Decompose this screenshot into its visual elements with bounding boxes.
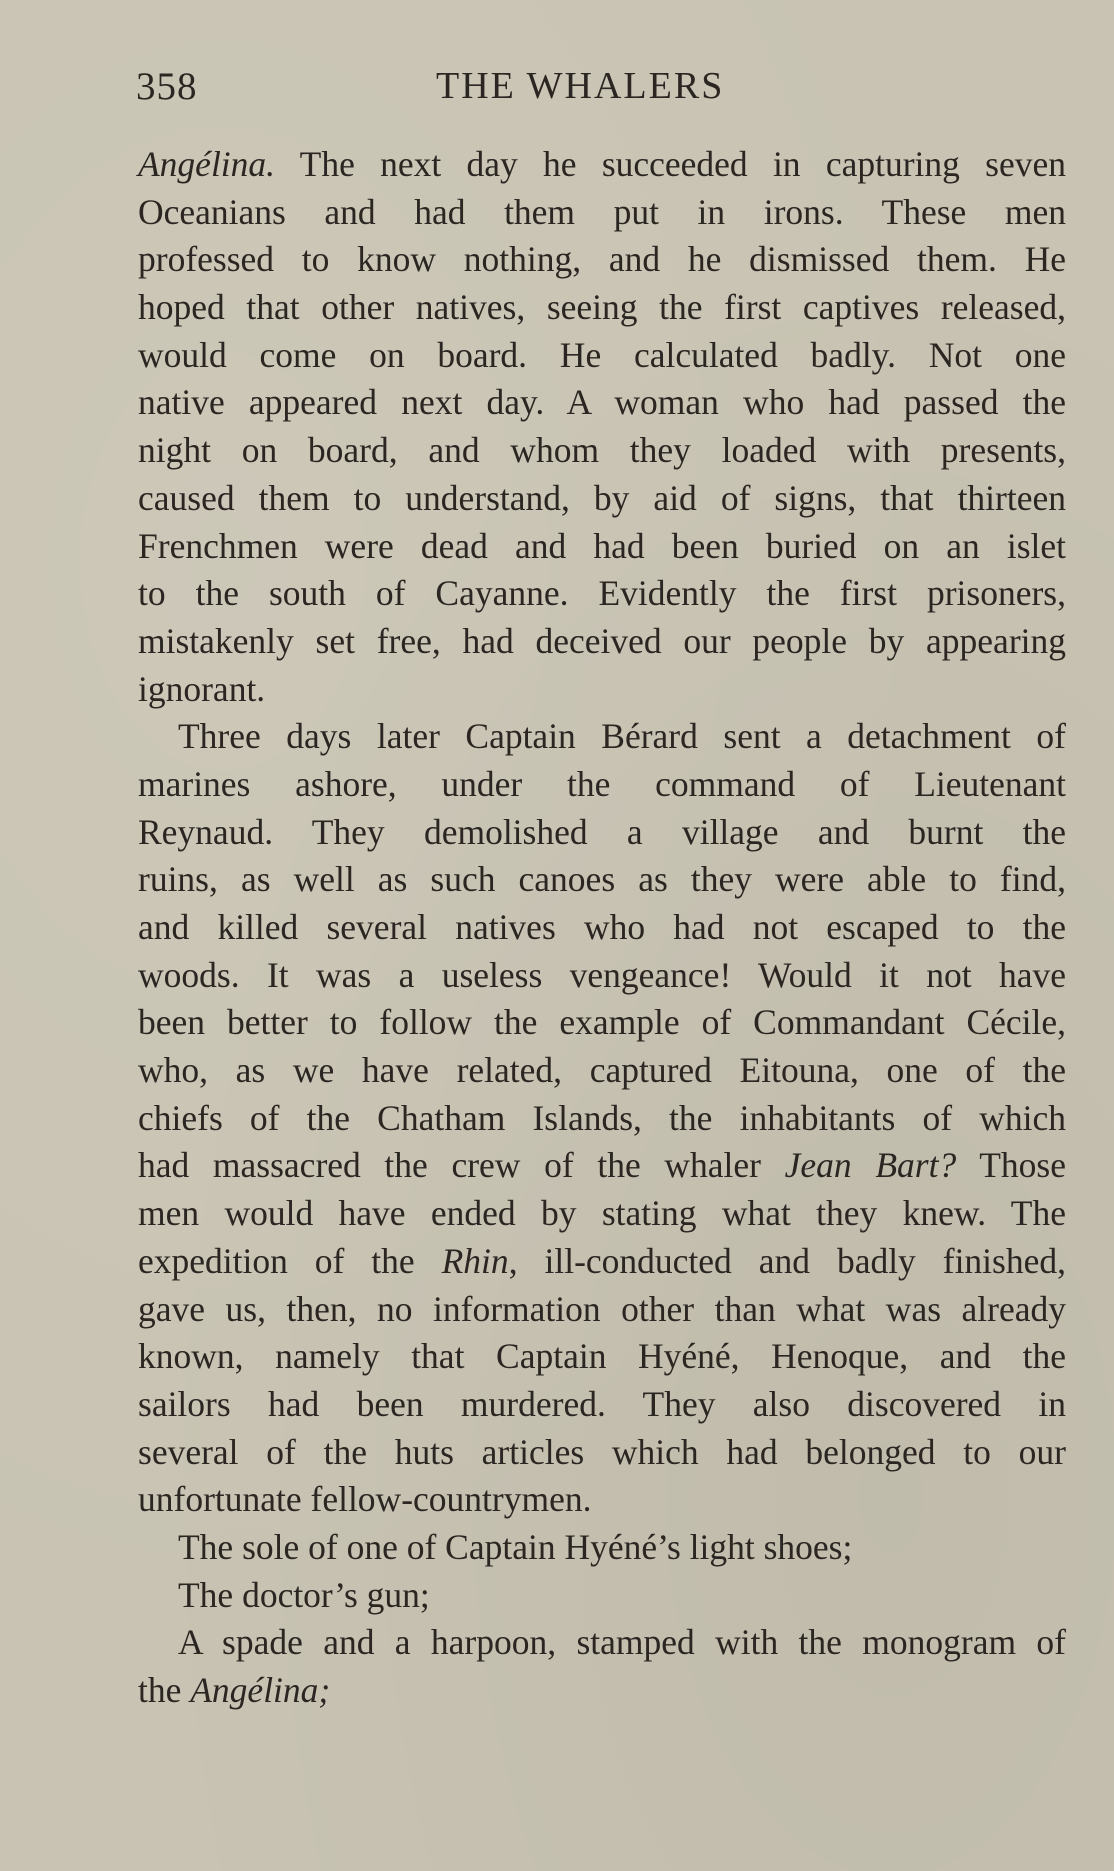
text-segment: unfortunate fellow-countrymen.	[138, 1479, 592, 1520]
text-segment: Reynaud. They demolished a village and burnt the	[138, 811, 1066, 852]
text-line	[138, 141, 1066, 189]
text-line	[138, 1572, 1066, 1620]
text-line	[138, 999, 1066, 1047]
text-segment: caused them to understand, by aid of signs, that thirteen	[138, 477, 1066, 518]
running-head: THE WHALERS	[436, 65, 725, 107]
text-line	[138, 1190, 1066, 1238]
text-line	[138, 427, 1066, 475]
text-segment: Three days later Captain Bérard sent a detachment of	[178, 716, 1066, 757]
text-line	[138, 952, 1066, 1000]
text-line	[138, 1333, 1066, 1381]
text-line	[138, 475, 1066, 523]
text-line	[138, 284, 1066, 332]
text-segment: , ill-conducted and badly finished,	[508, 1240, 1066, 1281]
text-line	[138, 1047, 1066, 1095]
text-segment: woods. It was a useless vengeance! Would it not have	[138, 954, 1066, 995]
text-segment: native appeared next day. A woman who had passed the	[138, 382, 1066, 423]
text-segment: mistakenly set free, had deceived our people by appearing	[138, 620, 1066, 661]
text-line	[138, 1429, 1066, 1477]
italic-text: Angélina;	[190, 1670, 331, 1710]
text-segment: The next day he succeeded in capturing seven	[275, 144, 1066, 184]
text-line	[138, 379, 1066, 427]
page-number: 358	[136, 65, 198, 108]
italic-text: Rhin	[441, 1240, 509, 1281]
text-segment: marines ashore, under the command of Lieutenant	[138, 763, 1066, 804]
text-segment: who, as we have related, captured Eitouna, one of the	[138, 1050, 1066, 1091]
text-segment: The doctor’s gun;	[178, 1574, 430, 1615]
text-segment: several of the huts articles which had belonged to our	[138, 1431, 1066, 1472]
text-line	[138, 856, 1066, 904]
text-segment: night on board, and whom they loaded with presents,	[138, 430, 1066, 471]
text-line	[138, 1524, 1066, 1572]
text-line	[138, 904, 1066, 952]
text-line	[138, 570, 1066, 618]
text-line	[138, 1286, 1066, 1334]
text-line	[138, 618, 1066, 666]
text-segment: known, namely that Captain Hyéné, Henoque, and the	[138, 1336, 1066, 1377]
text-segment: hoped that other natives, seeing the first captives released,	[138, 287, 1066, 328]
text-segment: A spade and a harpoon, stamped with the monogram of	[178, 1622, 1066, 1663]
text-line	[138, 1476, 1066, 1524]
page-header	[136, 58, 1066, 118]
text-segment: expedition of the	[138, 1240, 442, 1281]
text-segment: the	[138, 1670, 191, 1710]
text-segment: had massacred the crew of the whaler	[138, 1145, 785, 1186]
text-line	[138, 713, 1066, 761]
text-line	[138, 236, 1066, 284]
text-segment: chiefs of the Chatham Islands, the inhabitants of which	[138, 1097, 1066, 1138]
text-segment: gave us, then, no information other than what was already	[138, 1288, 1066, 1329]
text-segment: ruins, as well as such canoes as they were able to find,	[138, 859, 1066, 900]
text-line	[138, 523, 1066, 571]
text-line	[138, 761, 1066, 809]
text-line	[138, 1667, 1066, 1715]
text-line	[138, 1381, 1066, 1429]
text-line	[138, 189, 1066, 237]
text-line	[138, 666, 1066, 714]
text-segment: Oceanians and had them put in irons. These men	[138, 191, 1066, 232]
text-segment: Those	[956, 1145, 1066, 1186]
body-text	[138, 141, 1066, 1715]
text-line	[138, 809, 1066, 857]
text-line	[138, 1095, 1066, 1143]
text-segment: Frenchmen were dead and had been buried on an islet	[138, 525, 1066, 566]
text-line	[138, 1142, 1066, 1190]
text-line	[138, 1238, 1066, 1286]
text-segment: been better to follow the example of Commandant Cécile,	[138, 1002, 1066, 1043]
text-line	[138, 332, 1066, 380]
text-segment: The sole of one of Captain Hyéné’s light shoes;	[178, 1526, 853, 1567]
text-segment: professed to know nothing, and he dismissed them. He	[138, 239, 1066, 280]
text-segment: would come on board. He calculated badly. Not one	[138, 334, 1066, 375]
italic-text: Angélina.	[138, 144, 276, 184]
text-segment: to the south of Cayanne. Evidently the first prisoners,	[138, 573, 1066, 614]
text-segment: men would have ended by stating what they knew. The	[138, 1193, 1066, 1234]
text-segment: sailors had been murdered. They also discovered in	[138, 1383, 1066, 1424]
text-segment: and killed several natives who had not escaped to the	[138, 907, 1066, 947]
text-line	[138, 1619, 1066, 1667]
text-segment: ignorant.	[138, 668, 266, 709]
italic-text: Jean Bart?	[784, 1145, 957, 1186]
